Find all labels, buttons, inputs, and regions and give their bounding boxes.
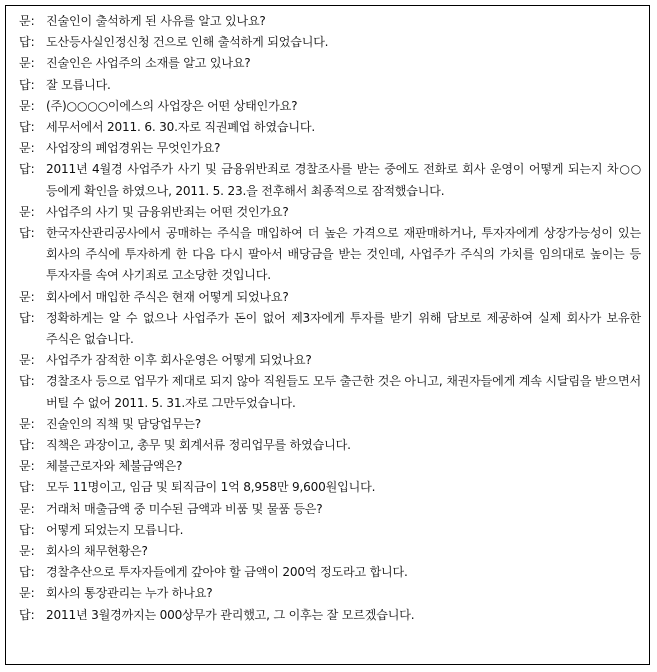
document-frame (5, 5, 650, 665)
qa-prefix: 문: (19, 56, 35, 71)
qa-prefix: 답: (19, 77, 35, 92)
qa-text: 사업주의 사기 및 금융위반죄는 어떤 것인가요? (46, 204, 289, 219)
answer-line (19, 605, 641, 626)
answer-line (19, 435, 641, 456)
qa-text: 진술인이 출석하게 된 사유를 알고 있나요? (46, 14, 266, 28)
qa-text: 모두 11명이고, 임금 및 퇴직금이 1억 8,958만 9,600원입니다. (46, 480, 376, 495)
qa-text: 진술인은 사업주의 소재를 알고 있나요? (46, 56, 251, 71)
qa-text: 회사에서 매입한 주식은 현재 어떻게 되었나요? (46, 289, 289, 304)
answer-line (19, 371, 641, 413)
answer-line (19, 159, 641, 201)
qa-text: 정확하게는 알 수 없으나 사업주가 돈이 없어 제3자에게 투자를 받기 위해 담보로 제공하여 실제 회사가 보유한 주식은 없습니다. (46, 310, 641, 347)
qa-prefix: 문: (19, 586, 35, 601)
question-line (19, 53, 641, 74)
answer-line (19, 562, 641, 583)
qa-prefix: 문: (19, 141, 35, 156)
qa-text: 경찰조사 등으로 업무가 제대로 되지 않아 직원들도 모두 출근한 것은 아니고, 채권자들에게 계속 시달림을 받으면서 버틸 수 없어 2011. 5. 31.자로 그만두었습니다. (46, 374, 641, 410)
qa-text: 직책은 과장이고, 총무 및 회계서류 정리업무를 하였습니다. (46, 438, 351, 453)
qa-transcript (19, 11, 641, 626)
answer-line (19, 308, 641, 350)
qa-prefix: 답: (19, 374, 35, 389)
answer-line (19, 477, 641, 498)
qa-text: 체불근로자와 체불금액은? (46, 459, 183, 474)
qa-text: 2011년 3월경까지는 000상무가 관리했고, 그 이후는 잘 모르겠습니다. (46, 607, 415, 622)
qa-prefix: 문: (19, 289, 35, 304)
qa-prefix: 문: (19, 459, 35, 474)
qa-text: 2011년 4월경 사업주가 사기 및 금융위반죄로 경찰조사를 받는 중에도 전화로 회사 운영이 어떻게 되는지 차○○ 등에게 확인을 하였으나, 2011. 5. 23.을 전후해서 최종적으로 잠적했습니다. (46, 162, 641, 198)
qa-text: 어떻게 되었는지 모릅니다. (46, 522, 184, 537)
qa-text: 거래처 매출금액 중 미수된 금액과 비품 및 물품 등은? (46, 501, 323, 516)
qa-text: 회사의 통장관리는 누가 하나요? (46, 586, 213, 601)
qa-text: 사업장의 폐업경위는 무엇인가요? (46, 141, 221, 156)
qa-text: 경찰추산으로 투자자들에게 갚아야 할 금액이 200억 정도라고 합니다. (46, 565, 408, 580)
qa-prefix: 답: (19, 120, 35, 135)
question-line (19, 96, 641, 117)
qa-prefix: 문: (19, 14, 35, 28)
answer-line (19, 32, 641, 53)
question-line (19, 202, 641, 223)
qa-prefix: 문: (19, 98, 35, 113)
qa-prefix: 문: (19, 416, 35, 431)
qa-prefix: 문: (19, 544, 35, 559)
answer-line (19, 520, 641, 541)
question-line (19, 287, 641, 308)
answer-line (19, 223, 641, 287)
question-line (19, 583, 641, 604)
qa-prefix: 답: (19, 565, 35, 580)
qa-text: 진술인의 직책 및 담당업무는? (46, 416, 201, 431)
qa-text: 세무서에서 2011. 6. 30.자로 직권폐업 하였습니다. (46, 120, 315, 135)
qa-prefix: 답: (19, 522, 35, 537)
qa-prefix: 답: (19, 35, 35, 50)
qa-prefix: 답: (19, 607, 35, 622)
question-line (19, 414, 641, 435)
qa-prefix: 답: (19, 162, 35, 177)
qa-text: 도산등사실인정신청 건으로 인해 출석하게 되었습니다. (46, 35, 329, 50)
qa-text: 한국자산관리공사에서 공매하는 주식을 매입하여 더 높은 가격으로 재판매하거나, 투자자에게 상장가능성이 있는 회사의 주식에 투자하게 한 다음 다시 팔아서 배당금을 받는 것인데, 사업주가 주식의 가치를 임의대로 높이는 등 투자자를 속여 사기죄로 고소당한 것입니다. (46, 226, 641, 283)
question-line (19, 350, 641, 371)
qa-prefix: 답: (19, 226, 35, 241)
qa-prefix: 문: (19, 501, 35, 516)
qa-prefix: 문: (19, 204, 35, 219)
question-line (19, 499, 641, 520)
answer-line (19, 117, 641, 138)
qa-prefix: 답: (19, 310, 35, 325)
question-line (19, 11, 641, 32)
qa-prefix: 문: (19, 353, 35, 368)
qa-prefix: 답: (19, 480, 35, 495)
question-line (19, 456, 641, 477)
qa-text: 사업주가 잠적한 이후 회사운영은 어떻게 되었나요? (46, 353, 312, 368)
answer-line (19, 75, 641, 96)
qa-text: 잘 모릅니다. (46, 77, 111, 92)
qa-text: 회사의 채무현황은? (46, 544, 148, 559)
qa-text: (주)○○○○이에스의 사업장은 어떤 상태인가요? (46, 98, 298, 113)
question-line (19, 138, 641, 159)
qa-prefix: 답: (19, 438, 35, 453)
question-line (19, 541, 641, 562)
